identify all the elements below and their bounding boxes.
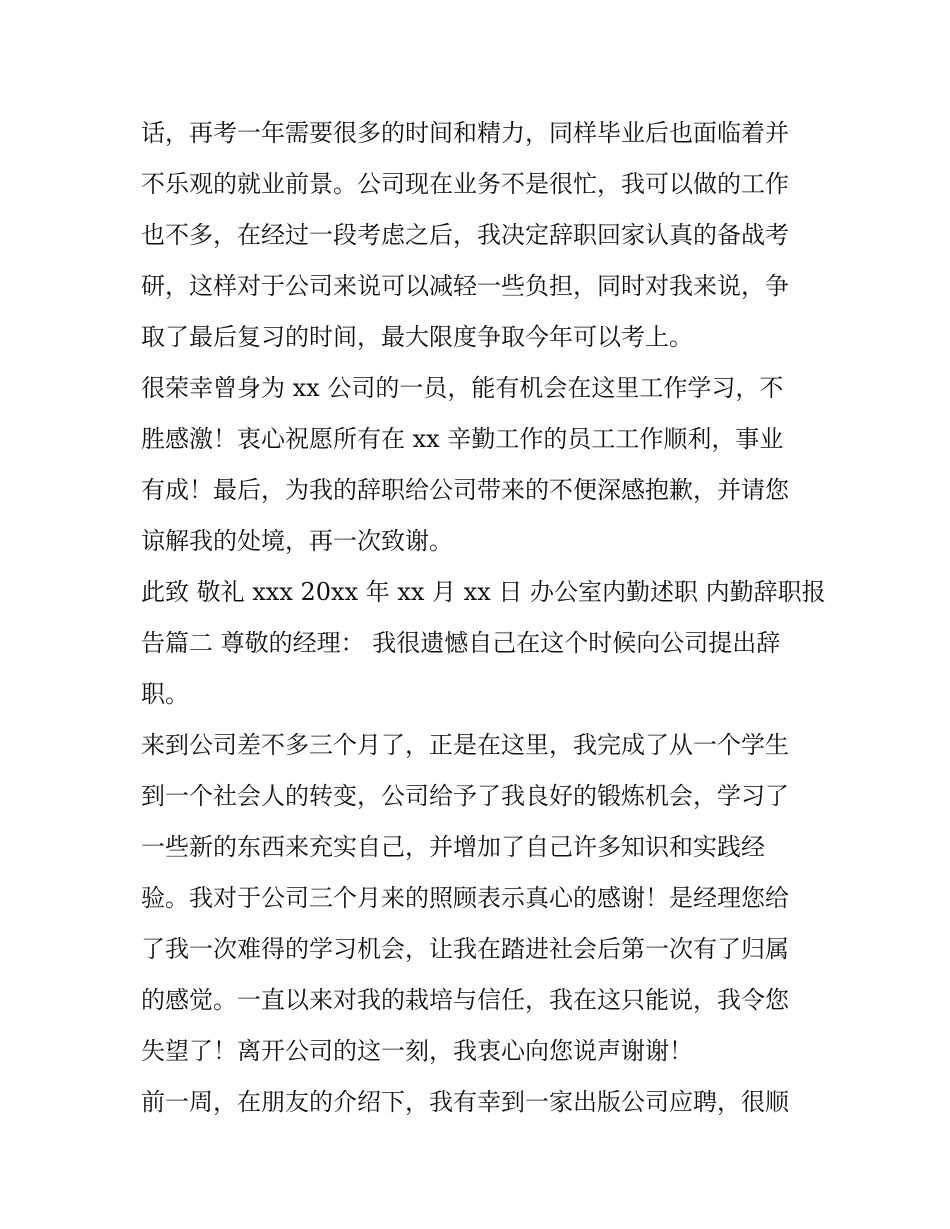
text-line: 到一个社会人的转变，公司给予了我良好的锻炼机会，学习了 xyxy=(141,782,789,810)
text-line: 了我一次难得的学习机会，让我在踏进社会后第一次有了归属 xyxy=(141,935,789,963)
text-line: 有成！最后，为我的辞职给公司带来的不便深感抱歉，并请您 xyxy=(141,476,789,504)
text-line: 的感觉。一直以来对我的栽培与信任，我在这只能说，我令您 xyxy=(141,986,789,1014)
text-line: 前一周，在朋友的介绍下，我有幸到一家出版公司应聘，很顺 xyxy=(141,1088,789,1116)
text-line: 不乐观的就业前景。公司现在业务不是很忙，我可以做的工作 xyxy=(141,170,789,198)
text-line: 告篇二 尊敬的经理： 我很遗憾自己在这个时候向公司提出辞 xyxy=(141,629,781,657)
text-line: 验。我对于公司三个月来的照顾表示真心的感谢！是经理您给 xyxy=(141,884,789,912)
document-body xyxy=(141,108,826,1128)
text-line: 一些新的东西来充实自己，并增加了自己许多知识和实践经 xyxy=(141,833,765,861)
text-line: 来到公司差不多三个月了，正是在这里，我完成了从一个学生 xyxy=(141,731,789,759)
text-line: 很荣幸曾身为 xx 公司的一员，能有机会在这里工作学习，不 xyxy=(141,374,784,402)
text-line: 也不多，在经过一段考虑之后，我决定辞职回家认真的备战考 xyxy=(141,221,789,249)
text-line: 谅解我的处境，再一次致谢。 xyxy=(141,527,453,555)
text-line: 研，这样对于公司来说可以减轻一些负担，同时对我来说，争 xyxy=(141,272,789,300)
text-line: 职。 xyxy=(141,680,189,708)
text-line: 话，再考一年需要很多的时间和精力，同样毕业后也面临着并 xyxy=(141,119,789,147)
text-line: 此致 敬礼 xxx 20xx 年 xx 月 xx 日 办公室内勤述职 内勤辞职报 xyxy=(141,578,826,606)
text-line: 失望了！离开公司的这一刻，我衷心向您说声谢谢！ xyxy=(141,1037,693,1065)
text-line: 取了最后复习的时间，最大限度争取今年可以考上。 xyxy=(141,323,693,351)
text-line: 胜感激！衷心祝愿所有在 xx 辛勤工作的员工工作顺利，事业 xyxy=(141,425,784,453)
